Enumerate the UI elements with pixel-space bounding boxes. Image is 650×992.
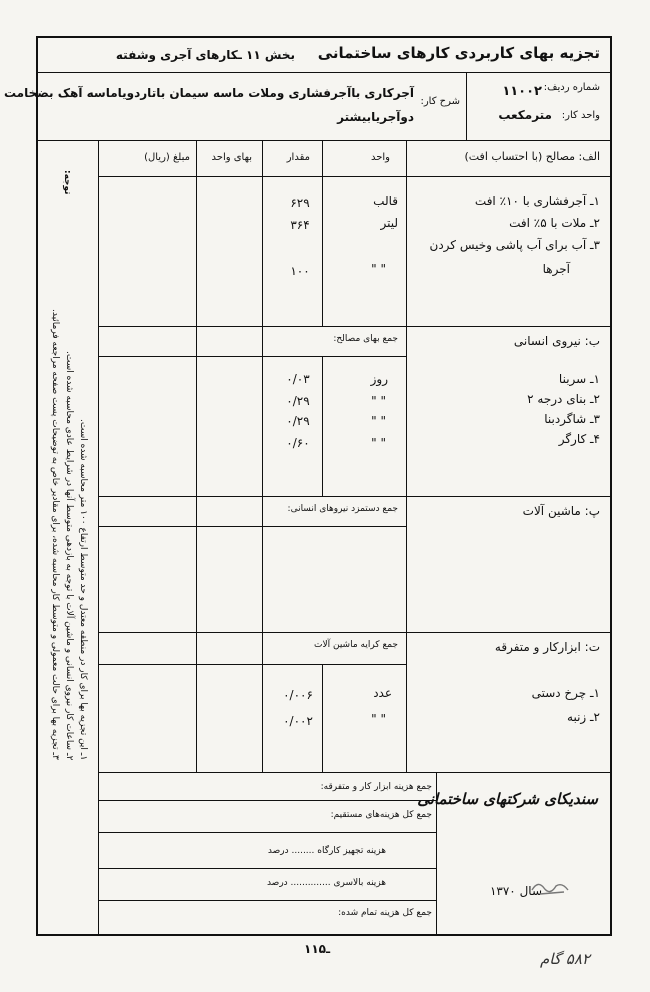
description-label: شرح کار: bbox=[420, 96, 460, 107]
col-divider-unit bbox=[322, 140, 323, 326]
labor-row-1-unit: روز bbox=[370, 372, 388, 386]
tools-row-1-unit: عدد bbox=[373, 686, 392, 700]
machinery-heading: پ: ماشین آلات bbox=[522, 504, 600, 518]
note-3: ۳ـ تجزیه بها برای حالت معمولی و متوسط کار محاسبه شده، برای مقادیر خاص به توضیحات پست صفحه مراجعه فرمائید. bbox=[50, 309, 60, 760]
labor-row-1-desc: ۱ـ سربنا bbox=[558, 372, 600, 386]
labor-row-4-unit: " " bbox=[371, 436, 386, 450]
row-number-value: ۱۱۰۰۲ bbox=[502, 84, 542, 99]
labor-row-1-qty: ۰/۰۳ bbox=[286, 372, 310, 386]
col-divider-item bbox=[406, 140, 407, 772]
labor-total-divider bbox=[99, 496, 611, 497]
materials-total-divider bbox=[99, 326, 611, 327]
notes-heading: توجه: bbox=[62, 170, 72, 195]
summary-line-3 bbox=[99, 868, 437, 869]
material-row-1-unit: قالب bbox=[373, 194, 398, 208]
machinery-total-bottom bbox=[99, 664, 407, 665]
summary-tools-total: جمع هزینه ابزار کار و متفرقه: bbox=[320, 782, 432, 792]
labor-heading: ب: نیروی انسانی bbox=[513, 334, 600, 348]
section-title: بخش ۱۱ ـکارهای آجری وشفته bbox=[115, 48, 295, 62]
material-row-1-desc: ۱ـ آجرفشاری با ۱۰٪ افت bbox=[474, 194, 600, 208]
material-row-2-qty: ۳۶۴ bbox=[290, 218, 310, 232]
column-header-divider bbox=[99, 176, 611, 177]
handwritten-signature-icon bbox=[530, 876, 574, 898]
notes-column-divider bbox=[98, 140, 99, 936]
summary-line-4 bbox=[99, 900, 437, 901]
machinery-total-divider bbox=[99, 632, 611, 633]
summary-overhead-cost: هزینه بالاسری .............. درصد bbox=[266, 878, 386, 888]
material-row-4-unit: " " bbox=[371, 262, 386, 276]
labor-row-3-unit: " " bbox=[371, 414, 386, 428]
summary-workshop-cost: هزینه تجهیز کارگاه ........ درصد bbox=[267, 846, 386, 856]
header-divider-1 bbox=[37, 72, 611, 73]
column-header-item: الف: مصالح (با احتساب افت) bbox=[464, 150, 600, 163]
page-number: ۱۱ـ۵ bbox=[304, 942, 331, 956]
column-header-unit: واحد bbox=[370, 152, 390, 163]
material-row-2-unit: لیتر bbox=[380, 216, 398, 230]
labor-total-bottom bbox=[99, 526, 407, 527]
column-header-amount: مبلغ (ریال) bbox=[144, 152, 190, 163]
tools-row-2-qty: ۰/۰۰۲ bbox=[283, 714, 313, 728]
tools-row-1-qty: ۰/۰۰۶ bbox=[283, 688, 313, 702]
labor-row-4-desc: ۴ـ کارگر bbox=[558, 432, 600, 446]
material-row-3-desc: ۳ـ آب برای آب پاشی وخیس کردن bbox=[429, 238, 600, 252]
note-2: ۲ـ ساعات کار نیروی انسانی و ماشین آلات با توجه به بازدهی متوسط آنها در شرایط عادی محاسبه شده است. bbox=[64, 350, 74, 760]
handwritten-page-note: ۵۸۲ گام bbox=[540, 950, 590, 968]
column-header-qty: مقدار bbox=[286, 152, 310, 163]
labor-row-4-qty: ۰/۶۰ bbox=[286, 436, 310, 450]
material-row-4-desc: آجرها bbox=[542, 262, 570, 276]
col-divider-price bbox=[196, 140, 197, 772]
labor-row-2-desc: ۲ـ بنای درجه ۲ bbox=[527, 392, 600, 406]
labor-row-3-desc: ۳ـ شاگردبنا bbox=[544, 412, 600, 426]
description-line-1: آجرکاری باآجرفشاری وملات ماسه سیمان باتاردویاماسه آهک بضخامت bbox=[3, 86, 414, 100]
materials-total-bottom bbox=[99, 356, 407, 357]
tools-row-2-unit: " " bbox=[371, 712, 386, 726]
row-number-label: شماره ردیف: bbox=[543, 82, 600, 93]
labor-row-2-qty: ۰/۲۹ bbox=[286, 394, 310, 408]
syndicate-stamp-title: سندیکای شرکتهای ساختمانی bbox=[417, 790, 598, 808]
tools-row-1-desc: ۱ـ چرخ دستی bbox=[531, 686, 600, 700]
material-row-1-qty: ۶۲۹ bbox=[290, 196, 310, 210]
header-divider-2 bbox=[37, 140, 611, 141]
unit-label: واحد کار: bbox=[561, 110, 600, 121]
column-header-unit-price: بهای واحد bbox=[211, 152, 252, 163]
description-line-2: دوآجریابیشتر bbox=[337, 110, 414, 124]
material-row-2-desc: ۲ـ ملات با ۵٪ افت bbox=[509, 216, 600, 230]
summary-line-1 bbox=[99, 800, 437, 801]
col-divider-qty bbox=[262, 140, 263, 772]
tools-row-2-desc: ۲ـ زنبه bbox=[567, 710, 600, 724]
stamp-year: سال ۱۳۷۰ bbox=[489, 884, 542, 898]
document-title: تجزیه بهای کاربردی کارهای ساختمانی bbox=[317, 44, 600, 62]
header-vertical-divider bbox=[466, 72, 467, 140]
summary-direct-total: جمع کل هزینه‌های مستقیم: bbox=[330, 810, 432, 820]
materials-total: جمع بهای مصالح: bbox=[333, 334, 398, 344]
labor-row-3-qty: ۰/۲۹ bbox=[286, 414, 310, 428]
labor-row-2-unit: " " bbox=[371, 394, 386, 408]
unit-value: مترمکعب bbox=[498, 108, 552, 122]
labor-total: جمع دستمزد نیروهای انسانی: bbox=[287, 504, 398, 514]
material-row-4-qty: ۱۰۰ bbox=[290, 264, 310, 278]
tools-heading: ت: ابزارکار و متفرقه bbox=[494, 640, 600, 654]
machinery-total: جمع کرایه ماشین آلات bbox=[314, 640, 398, 650]
summary-line-2 bbox=[99, 832, 437, 833]
note-1: ۱ـ این تجزیه بها برای کار در منطقه معتدل و حد متوسط ارتفاع ۱۰۰ متر محاسبه شده است. bbox=[78, 418, 88, 760]
summary-top-divider bbox=[99, 772, 611, 773]
summary-grand-total: جمع کل هزینه تمام شده: bbox=[338, 908, 432, 918]
